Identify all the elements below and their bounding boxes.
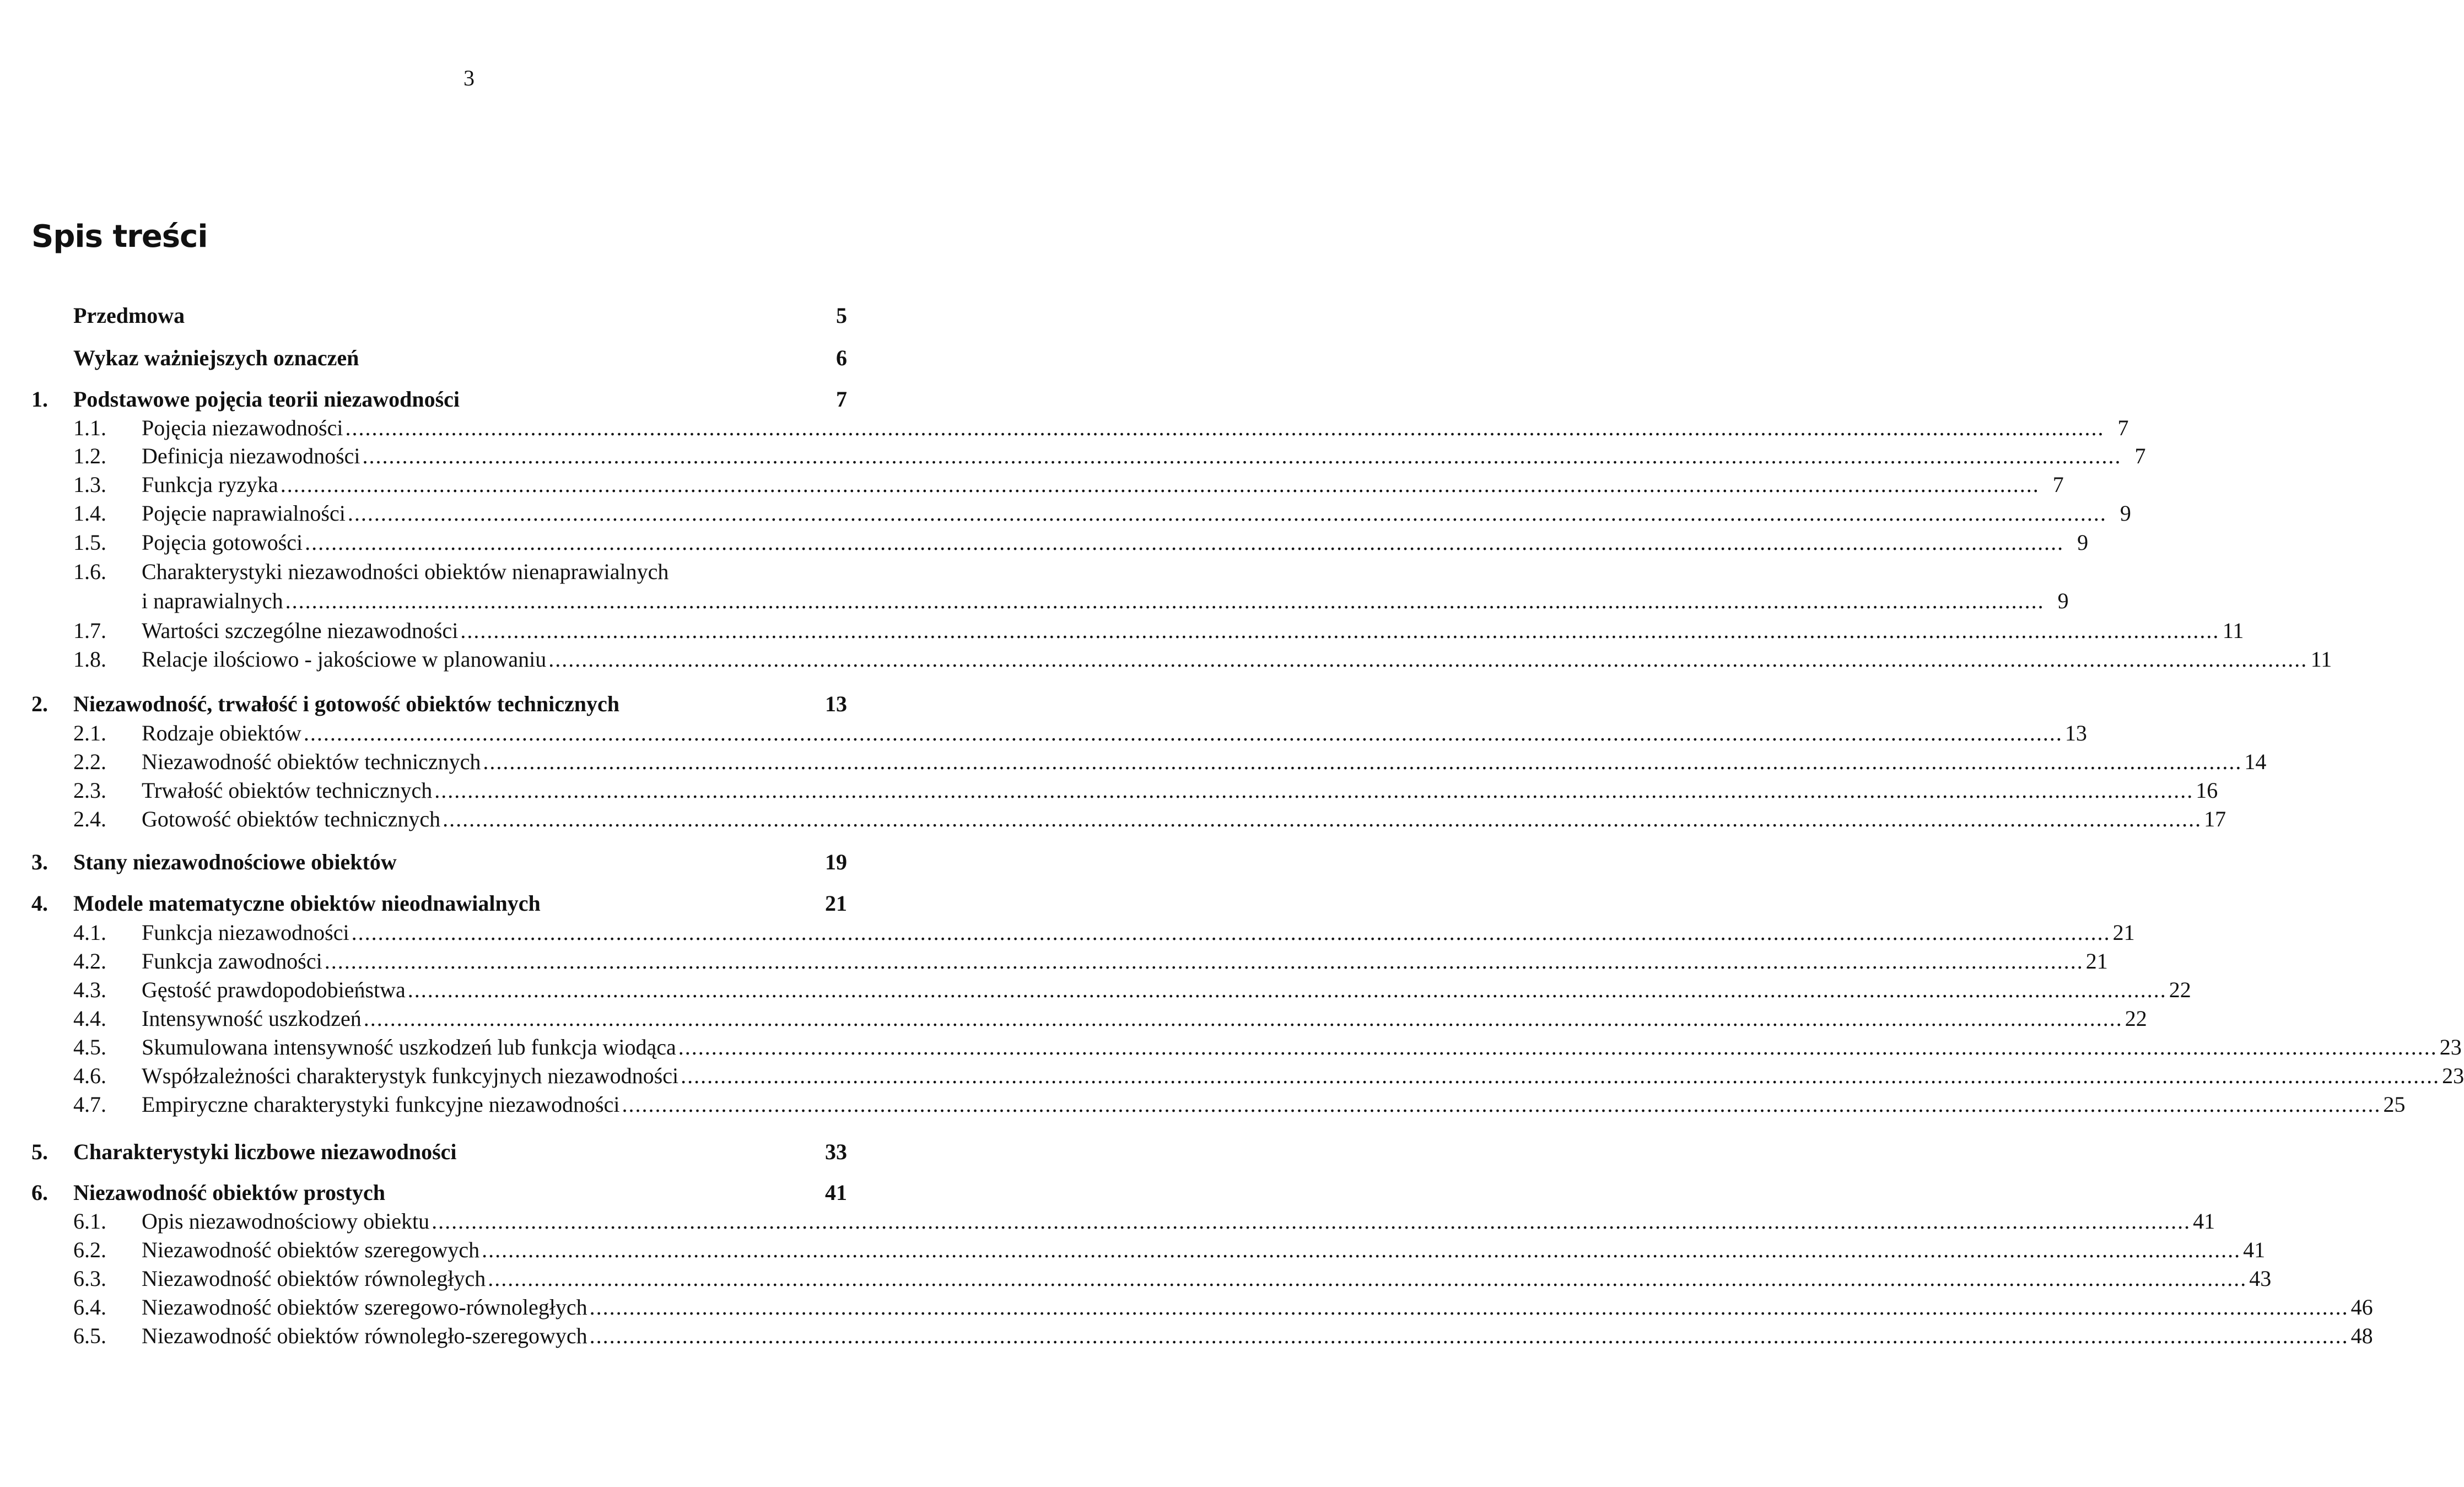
entry-page-number: 13 — [2064, 721, 2087, 745]
entry-number: 1.3. — [73, 472, 106, 497]
entry-page-number: 7 — [2052, 472, 2064, 497]
toc-chapter-entry — [31, 848, 847, 876]
entry-page-number: 7 — [836, 387, 847, 412]
toc-section-entry — [31, 1062, 2464, 1090]
entry-page-number: 41 — [825, 1180, 847, 1205]
entry-title: Podstawowe pojęcia teorii niezawodności — [73, 387, 460, 412]
entry-number: 1.5. — [73, 530, 106, 555]
entry-number: 6.4. — [73, 1295, 106, 1320]
entry-title: Modele matematyczne obiektów nieodnawialnych — [73, 891, 541, 916]
toc-section-entry — [31, 1005, 2147, 1032]
entry-number: 1.8. — [73, 647, 106, 672]
entry-number: 6. — [31, 1180, 48, 1205]
entry-number: 2.4. — [73, 807, 106, 831]
dot-leader — [285, 587, 2045, 615]
dot-leader — [408, 976, 2167, 1004]
toc-chapter-entry — [31, 690, 847, 718]
entry-page-number: 11 — [2310, 647, 2332, 672]
entry-title: Empiryczne charakterystyki funkcyjne niezawodności — [142, 1092, 620, 1117]
entry-title: Niezawodność obiektów szeregowych — [142, 1237, 480, 1262]
toc-chapter-entry — [31, 1138, 847, 1166]
entry-page-number: 6 — [836, 345, 847, 370]
toc-section-entry — [31, 442, 2146, 470]
entry-number: 1.1. — [73, 415, 106, 440]
entry-number: 4.5. — [73, 1035, 106, 1059]
dot-leader — [325, 948, 2084, 975]
toc-section-entry — [31, 1265, 2272, 1293]
entry-title: Niezawodność obiektów równoległo-szeregowych — [142, 1323, 587, 1348]
entry-number: 4.2. — [73, 949, 106, 974]
dot-leader — [590, 1294, 2349, 1321]
entry-title: Skumulowana intensywność uszkodzeń lub funkcja wiodąca — [142, 1035, 676, 1059]
toc-chapter-entry — [31, 302, 847, 329]
entry-title: Niezawodność obiektów prostych — [73, 1180, 385, 1205]
entry-page-number: 9 — [2077, 530, 2089, 555]
entry-number: 1.6. — [73, 559, 106, 584]
dot-leader — [345, 414, 2104, 442]
entry-title: Pojęcia gotowości — [142, 530, 303, 555]
entry-page-number: 14 — [2244, 749, 2267, 774]
dot-leader — [548, 646, 2307, 673]
toc-section-entry — [31, 558, 847, 586]
toc-chapter-entry — [31, 344, 847, 372]
toc-chapter-entry — [31, 386, 847, 413]
dot-leader — [443, 805, 2202, 833]
entry-number: 4.1. — [73, 920, 106, 945]
toc-section-entry — [31, 414, 2129, 442]
entry-page-number: 23 — [2439, 1035, 2462, 1059]
entry-title: Gotowość obiektów technicznych — [142, 807, 441, 831]
entry-number: 2.1. — [73, 721, 106, 745]
dot-leader — [348, 500, 2107, 527]
entry-title: Niezawodność obiektów równoległych — [142, 1266, 486, 1291]
entry-page-number: 9 — [2057, 588, 2069, 613]
entry-number: 4.4. — [73, 1006, 106, 1031]
toc-section-entry — [31, 617, 2244, 645]
toc-section-entry — [31, 1294, 2373, 1321]
dot-leader — [364, 1005, 2123, 1032]
toc-section-entry — [31, 500, 2131, 527]
dot-leader — [622, 1091, 2381, 1118]
dot-leader — [488, 1265, 2247, 1293]
dot-leader — [305, 529, 2064, 556]
entry-title: Przedmowa — [73, 303, 185, 328]
entry-page-number: 41 — [2243, 1237, 2266, 1262]
entry-number: 5. — [31, 1139, 48, 1164]
toc-section-entry — [31, 471, 2064, 499]
toc-section-entry — [31, 1091, 2406, 1118]
toc-section-entry — [31, 646, 2332, 673]
entry-title: Stany niezawodnościowe obiektów — [73, 850, 397, 874]
entry-page-number: 9 — [2120, 501, 2131, 526]
toc-section-entry — [31, 1236, 2266, 1264]
entry-page-number: 22 — [2169, 977, 2191, 1002]
entry-page-number: 11 — [2222, 618, 2244, 643]
entry-title: Opis niezawodnościowy obiektu — [142, 1209, 430, 1234]
entry-title: i naprawialnych — [142, 588, 283, 613]
entry-page-number: 21 — [825, 891, 847, 916]
entry-page-number: 21 — [2112, 920, 2135, 945]
entry-number: 4.6. — [73, 1063, 106, 1088]
dot-leader — [304, 720, 2063, 747]
dot-leader — [352, 919, 2111, 947]
entry-title: Definicja niezawodności — [142, 444, 360, 468]
entry-title: Pojęcie naprawialności — [142, 501, 346, 526]
dot-leader — [432, 1208, 2191, 1235]
entry-page-number: 19 — [825, 850, 847, 874]
toc-section-entry — [31, 529, 2089, 556]
toc-section-entry — [31, 587, 2069, 615]
entry-number: 6.5. — [73, 1323, 106, 1348]
entry-number: 4.7. — [73, 1092, 106, 1117]
entry-page-number: 22 — [2125, 1006, 2147, 1031]
entry-title: Współzależności charakterystyk funkcyjnych niezawodności — [142, 1063, 679, 1088]
entry-title: Rodzaje obiektów — [142, 721, 301, 745]
entry-number: 2.2. — [73, 749, 106, 774]
entry-title: Charakterystyki niezawodności obiektów nienaprawialnych — [142, 559, 669, 584]
entry-page-number: 48 — [2350, 1323, 2373, 1348]
entry-title: Relacje ilościowo - jakościowe w planowaniu — [142, 647, 547, 672]
entry-title: Gęstość prawdopodobieństwa — [142, 977, 406, 1002]
entry-number: 6.2. — [73, 1237, 106, 1262]
toc-section-entry — [31, 976, 2191, 1004]
entry-title: Niezawodność obiektów szeregowo-równoległych — [142, 1295, 587, 1320]
page-number: 3 — [463, 66, 475, 90]
entry-number: 4. — [31, 891, 48, 916]
toc-chapter-entry — [31, 1179, 847, 1207]
dot-leader — [363, 442, 2122, 470]
entry-number: 1. — [31, 387, 48, 412]
entry-page-number: 41 — [2193, 1209, 2215, 1234]
entry-number: 3. — [31, 850, 48, 874]
entry-page-number: 21 — [2085, 949, 2108, 974]
entry-number: 4.3. — [73, 977, 106, 1002]
toc-section-entry — [31, 1208, 2215, 1235]
entry-page-number: 23 — [2442, 1063, 2464, 1088]
entry-title: Charakterystyki liczbowe niezawodności — [73, 1139, 457, 1164]
entry-number: 2.3. — [73, 778, 106, 803]
entry-number: 6.1. — [73, 1209, 106, 1234]
entry-page-number: 43 — [2249, 1266, 2272, 1291]
entry-page-number: 5 — [836, 303, 847, 328]
entry-page-number: 7 — [2117, 415, 2129, 440]
dot-leader — [281, 471, 2040, 499]
entry-page-number: 25 — [2383, 1092, 2406, 1117]
toc-chapter-entry — [31, 890, 847, 917]
toc-section-entry — [31, 919, 2135, 947]
dot-leader — [482, 1236, 2241, 1264]
dot-leader — [483, 748, 2242, 776]
dot-leader — [434, 777, 2193, 804]
dot-leader — [678, 1034, 2438, 1061]
toc-section-entry — [31, 777, 2218, 804]
entry-title: Niezawodność, trwałość i gotowość obiektów technicznych — [73, 691, 619, 716]
dot-leader — [590, 1322, 2349, 1350]
toc-section-entry — [31, 1034, 2462, 1061]
toc-section-entry — [31, 805, 2226, 833]
entry-page-number: 7 — [2134, 444, 2146, 468]
entry-page-number: 33 — [825, 1139, 847, 1164]
entry-title: Wartości szczególne niezawodności — [142, 618, 459, 643]
entry-title: Funkcja niezawodności — [142, 920, 349, 945]
dot-leader — [460, 617, 2219, 645]
entry-page-number: 16 — [2196, 778, 2218, 803]
toc-section-entry — [31, 720, 2087, 747]
entry-number: 6.3. — [73, 1266, 106, 1291]
entry-number: 1.7. — [73, 618, 106, 643]
entry-page-number: 46 — [2350, 1295, 2373, 1320]
toc-title: Spis treści — [31, 219, 208, 255]
entry-title: Funkcja ryzyka — [142, 472, 278, 497]
entry-title: Niezawodność obiektów technicznych — [142, 749, 481, 774]
entry-number: 1.4. — [73, 501, 106, 526]
entry-title: Funkcja zawodności — [142, 949, 322, 974]
entry-number: 1.2. — [73, 444, 106, 468]
entry-title: Intensywność uszkodzeń — [142, 1006, 362, 1031]
dot-leader — [681, 1062, 2440, 1090]
entry-page-number: 17 — [2204, 807, 2226, 831]
entry-title: Wykaz ważniejszych oznaczeń — [73, 345, 359, 370]
entry-title: Pojęcia niezawodności — [142, 415, 343, 440]
entry-number: 2. — [31, 691, 48, 716]
toc-section-entry — [31, 948, 2108, 975]
entry-title: Trwałość obiektów technicznych — [142, 778, 433, 803]
entry-page-number: 13 — [825, 691, 847, 716]
toc-section-entry — [31, 1322, 2373, 1350]
toc-section-entry — [31, 748, 2267, 776]
